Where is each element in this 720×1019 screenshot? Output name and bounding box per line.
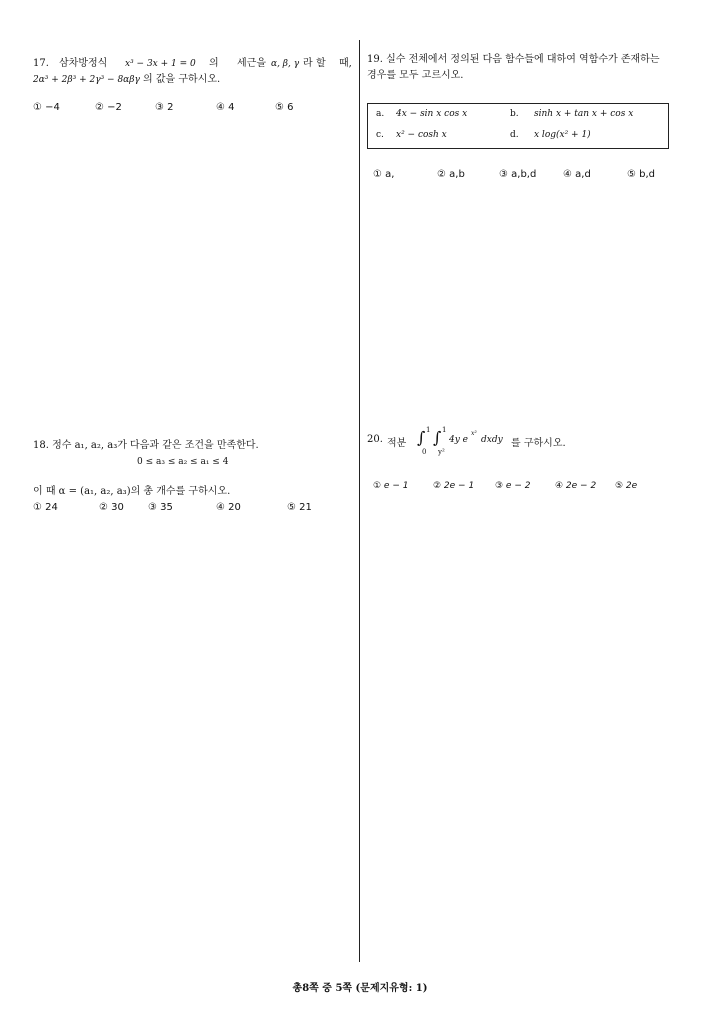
q20-text-b: 를 구하시오. [511,438,566,449]
q18-condition: 0 ≤ a₃ ≤ a₂ ≤ a₁ ≤ 4 [137,457,229,467]
q20-exponent: x² [471,430,477,437]
question-20 [367,424,687,460]
column-divider [359,40,360,962]
q19-c-label: c. [376,130,384,140]
q20-choice-1[interactable]: ① e − 1 [373,481,409,491]
q20-lower-2: y² [438,448,445,456]
q19-choice-5[interactable]: ⑤ b,d [627,169,656,180]
q17-expression: 2α³ + 2β³ + 2γ³ − 8αβγ [33,75,140,85]
q18-line2: 이 때 α = (a₁, a₂, a₃)의 총 개수를 구하시오. [33,486,231,497]
q20-upper-1: 1 [426,426,431,434]
q18-choice-2[interactable]: ② 30 [99,502,124,513]
q17-line1 [33,56,351,72]
q19-text-1: 실수 전체에서 정의된 다음 함수들에 대하여 역함수가 존재하는 [386,54,660,65]
q17-text-c: 세근을 [237,58,266,69]
q17-choice-2[interactable]: ② −2 [95,102,122,113]
q17-choices [33,100,351,116]
q20-number: 20. [367,434,383,445]
question-18 [33,438,351,516]
q18-line1 [33,438,351,454]
q19-d-expr: x log(x² + 1) [534,130,591,140]
q17-number: 17. [33,58,49,69]
q18-choice-3[interactable]: ③ 35 [148,502,173,513]
q18-choices [33,500,351,516]
q19-choice-2[interactable]: ② a,b [437,169,465,180]
q17-choice-4[interactable]: ④ 4 [216,102,235,113]
q20-integrand: 4y e [449,435,468,445]
q19-b-label: b. [510,109,519,119]
q17-line2 [33,72,351,88]
q19-choice-4[interactable]: ④ a,d [563,169,591,180]
q17-text-b: 의 [209,58,219,69]
integral-sign-2: ∫ [433,428,442,447]
q18-choice-4[interactable]: ④ 20 [216,502,241,513]
q19-choice-3[interactable]: ③ a,b,d [499,169,537,180]
q17-text-d: 라 [303,58,313,69]
q18-number: 18. [33,440,49,451]
q19-number: 19. [367,54,383,65]
q18-text-1: 정수 a₁, a₂, a₃가 다음과 같은 조건을 만족한다. [52,440,259,451]
q19-choice-1[interactable]: ① a, [373,169,395,180]
q20-differentials: dxdy [481,435,503,445]
q19-line2: 경우를 모두 고르시오. [367,70,464,81]
q18-choice-5[interactable]: ⑤ 21 [287,502,312,513]
question-19 [367,52,687,84]
q17-choice-5[interactable]: ⑤ 6 [275,102,294,113]
q20-lower-1: 0 [422,448,427,456]
q19-line1 [367,52,687,68]
q17-text-a: 삼차방정식 [59,58,108,69]
integral-sign-1: ∫ [417,428,426,447]
q17-equation: x³ − 3x + 1 = 0 [125,59,196,69]
q20-choices [373,478,683,494]
q18-choice-1[interactable]: ① 24 [33,502,58,513]
q19-a-label: a. [376,109,385,119]
q19-c-expr: x² − cosh x [396,130,447,140]
q19-function-box [367,103,669,149]
q20-choice-4[interactable]: ④ 2e − 2 [555,481,597,491]
q19-d-label: d. [510,130,519,140]
q19-choices [373,167,683,183]
q20-choice-3[interactable]: ③ e − 2 [495,481,531,491]
page-footer: 총8쪽 중 5쪽 (문제지유형: 1) [292,983,428,994]
q20-choice-5[interactable]: ⑤ 2e [615,481,638,491]
q17-text-e: 할 [316,58,326,69]
q17-text-g: 의 값을 구하시오. [143,74,221,85]
q17-text-f: 때, [339,58,352,69]
q20-upper-2: 1 [442,426,447,434]
q19-b-expr: sinh x + tan x + cos x [534,109,634,119]
q17-roots: α, β, γ [271,59,300,69]
q17-choice-1[interactable]: ① −4 [33,102,60,113]
q17-choice-3[interactable]: ③ 2 [155,102,174,113]
q20-text-a: 적분 [387,438,407,449]
q20-choice-2[interactable]: ② 2e − 1 [433,481,475,491]
question-17 [33,56,351,116]
q19-a-expr: 4x − sin x cos x [396,109,468,119]
